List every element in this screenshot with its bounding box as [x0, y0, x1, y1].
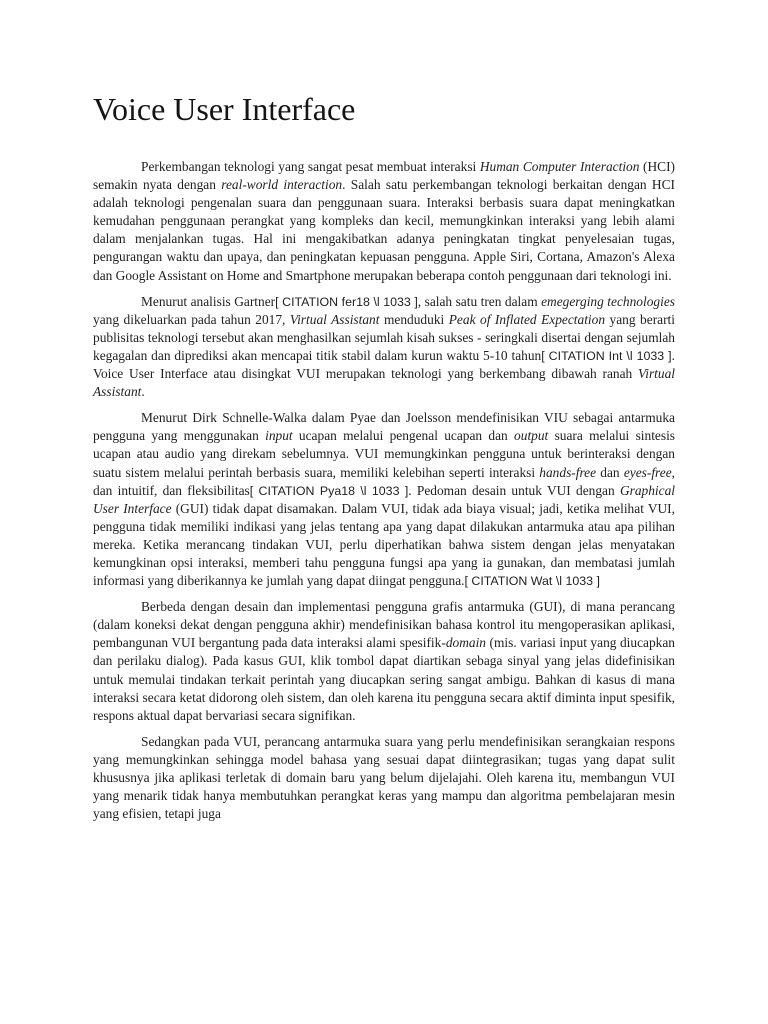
text-run: (HCI) semakin nyata dengan [93, 159, 676, 193]
document-content [93, 90, 675, 831]
paragraph [93, 293, 675, 402]
paragraph [93, 409, 675, 590]
citation-field: [ CITATION Wat \l 1033 ] [464, 574, 600, 589]
text-run: Sedangkan pada VUI, perancang antarmuka suara yang perlu mendefinisikan serangkaian respons yang memungkinkan sehingga model bahasa yang sesuai dapat diintegrasikan; tugas yang dapat sulit khususnya jika aplikasi terletak di domain baru yang belum dijelajahi. Oleh karena itu, membangun VUI yang menarik tidak hanya membutuhkan perangkat keras yang mampu dan algoritma pembelajaran mesin yang efisien, tetapi juga [93, 733, 675, 822]
italic-term: output [514, 428, 549, 444]
text-run: Menurut analisis Gartner [141, 293, 276, 309]
text-run: menduduki [379, 311, 449, 327]
text-run: . Voice User Interface atau disingkat VUI merupakan teknologi yang berkembang dibawah ranah [93, 347, 675, 382]
citation-field: [ CITATION Pya18 \l 1033 ] [249, 483, 409, 498]
paragraph [93, 158, 675, 285]
text-run: yang berarti publisitas teknologi tersebut akan menghasilkan sejumlah kisah sukses - seringkali disertai dengan sejumlah kegagalan dan diprediksi akan mencapai titik stabil dalam kurun waktu 5-10 tahun [93, 311, 676, 363]
italic-term: Virtual Assistant [93, 366, 675, 400]
italic-term: emegerging technologies [541, 293, 675, 309]
italic-term: input [265, 428, 293, 444]
italic-term: eyes-free [623, 464, 672, 480]
italic-term: Virtual Assistant [289, 311, 380, 327]
text-run: . [141, 384, 145, 400]
text-run: , dan intuitif, dan fleksibilitas [93, 464, 675, 498]
paragraph [93, 598, 675, 725]
text-run: yang dikeluarkan pada tahun 2017, [93, 311, 290, 327]
document-body [93, 158, 675, 823]
citation-field: [ CITATION fer18 \l 1033 ] [275, 294, 418, 309]
text-run: Menurut Dirk Schnelle-Walka dalam Pyae dan Joelsson mendefinisikan VIU sebagai antarmuka pengguna yang menggunakan [93, 410, 675, 444]
italic-term: domain [445, 635, 486, 651]
text-run: . Salah satu perkembangan teknologi berkaitan dengan HCI adalah teknologi pengenalan suara dan penggunaan suara. Interaksi berbasis suara dapat meningkatkan kemudahan penggunaan perangkat yang kompleks dan kecil, memungkinkan interaksi yang lebih alami dalam menjalankan tugas. Hal ini mengakibatkan adanya peningkatan tingkat penyelesaian tugas, pengurangan waktu dan upaya, dan peningkatan kepuasan pengguna. Apple Siri, Cortana, Amazon's Alexa dan Google Assistant on Home and Smartphone merupakan beberapa contoh penggunaan dari teknologi ini. [93, 177, 675, 283]
italic-term: real-world interaction [221, 177, 343, 193]
text-run: (GUI) tidak dapat disamakan. Dalam VUI, tidak ada biaya visual; jadi, ketika melihat VUI, pengguna tidak memiliki indikasi yang jelas tentang apa yang dapat dilakukan antarmuka atau apa pilihan mereka. Ketika merancang tindakan VUI, perlu diperhatikan bahwa sistem dengan jelas menyatakan kemungkinan opsi interaksi, memberi tahu pengguna fungsi apa yang ia gunakan, dan membatasi jumlah informasi yang diberikannya ke jumlah yang dapat diingat pengguna. [93, 500, 675, 589]
italic-term: Peak of Inflated Expectation [448, 311, 606, 327]
text-run: Berbeda dengan desain dan implementasi pengguna grafis antarmuka (GUI), di mana perancang (dalam koneksi dekat dengan pengguna akhir) mendefinisikan bahasa kontrol itu mengoperasikan aplikasi, pembangunan VUI bergantung pada data interaksi alami spesifik- [93, 599, 675, 651]
text-run: (mis. variasi input yang diucapkan dan perilaku dialog). Pada kasus GUI, klik tombol dapat diartikan sebaga sinyal yang jelas didefinisikan untuk memulai tindakan terkait perintah yang diucapkan sering sangat ambigu. Bahkan di kasus di mana interaksi secara ketat didorong oleh sistem, dan oleh karena itu pengguna secara aktif diminta input spesifik, respons aktual dapat bervariasi secara signifikan. [93, 635, 675, 723]
citation-field: [ CITATION Int \l 1033 ] [541, 348, 672, 363]
text-run: , salah satu tren dalam [417, 293, 542, 309]
text-run: ucapan melalui pengenal ucapan dan [292, 428, 515, 444]
text-run: dan [596, 464, 624, 480]
paragraph [93, 733, 675, 823]
text-run: suara melalui sintesis ucapan atau audio yang direkam sebelumnya. VUI memungkinkan pengguna untuk berinteraksi dengan suatu sistem melalui perintah berbasis suara, memiliki kelebihan seperti interaksi [93, 428, 676, 480]
italic-term: Graphical User Interface [93, 482, 675, 516]
text-run: Perkembangan teknologi yang sangat pesat membuat interaksi [141, 159, 480, 174]
italic-term: hands-free [539, 464, 597, 480]
italic-term: Human Computer Interaction [479, 159, 640, 174]
text-run: . Pedoman desain untuk VUI dengan [408, 482, 620, 498]
document-title: Voice User Interface [93, 91, 356, 127]
